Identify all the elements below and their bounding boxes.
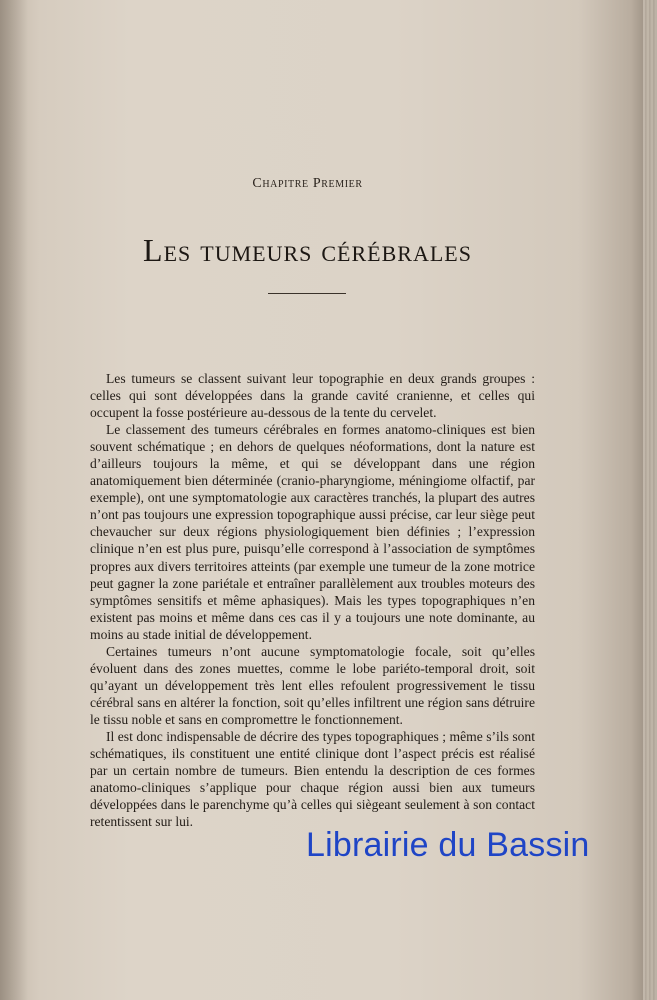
- paragraph: Certaines tumeurs n’ont aucune symptomatologie focale, soit qu’elles évoluent dans des zones muettes, comme le lobe pariéto-temporal droit, soit qu’ayant un développement très lent elles refoulent progressivement le tissu cérébral sans en altérer la fonction, soit qu’elles infiltrent une région sans détruire le tissu noble et sans en compromettre le fonctionnement.: [90, 643, 535, 727]
- body-text: [90, 370, 535, 830]
- title-divider: [268, 293, 346, 294]
- chapter-label: Chapitre Premier: [252, 176, 363, 191]
- chapter-title: Les tumeurs cérébrales: [143, 232, 472, 268]
- watermark: Librairie du Bassin: [306, 826, 590, 864]
- paragraph: Les tumeurs se classent suivant leur topographie en deux grands groupes : celles qui sont développées dans la grande cavité cranienne, et celles qui occupent la fosse postérieure au-dessous de la tente du cervelet.: [90, 371, 535, 421]
- binding-shadow: [0, 0, 28, 1000]
- paragraph: Il est donc indispensable de décrire des types topographiques ; même s’ils sont schématiques, ils constituent une entité clinique dont l’aspect précis est réalisé par un certain nombre de tumeurs. Bien entendu la description de ces formes anatomo-cliniques s’applique pour chaque région aussi bien aux tumeurs développées dans le parenchyme qu’à celles qui siègeant seulement à son contact retentissent sur lui.: [90, 728, 535, 830]
- paragraph: Le classement des tumeurs cérébrales en formes anatomo-cliniques est bien souvent schématique ; en dehors de quelques néoformations, dont la nature est d’ailleurs toujours la même, et qui se développant dans une région anatomiquement bien déterminée (cranio-pharyngiome, méningiome olfactif, par exemple), ont une symptomatologie aux caractères tranchés, la plupart des autres n’ont pas toujours une expression topographique aussi précise, car leur siège peut chevaucher sur deux régions physiologiquement bien définies ; l’expression clinique n’en est plus pure, puisqu’elle correspond à l’association de symptômes propres aux divers territoires atteints (par exemple une tumeur de la zone motrice peut gagner la zone pariétale et entraîner parallèlement aux troubles moteurs des symptômes sensitifs et même aphasiques). Mais les types topographiques n’en existent pas moins et même dans ces cas il y a toujours une note dominante, au moins au stade initial de développement.: [90, 422, 535, 642]
- page-edge: [643, 0, 657, 1000]
